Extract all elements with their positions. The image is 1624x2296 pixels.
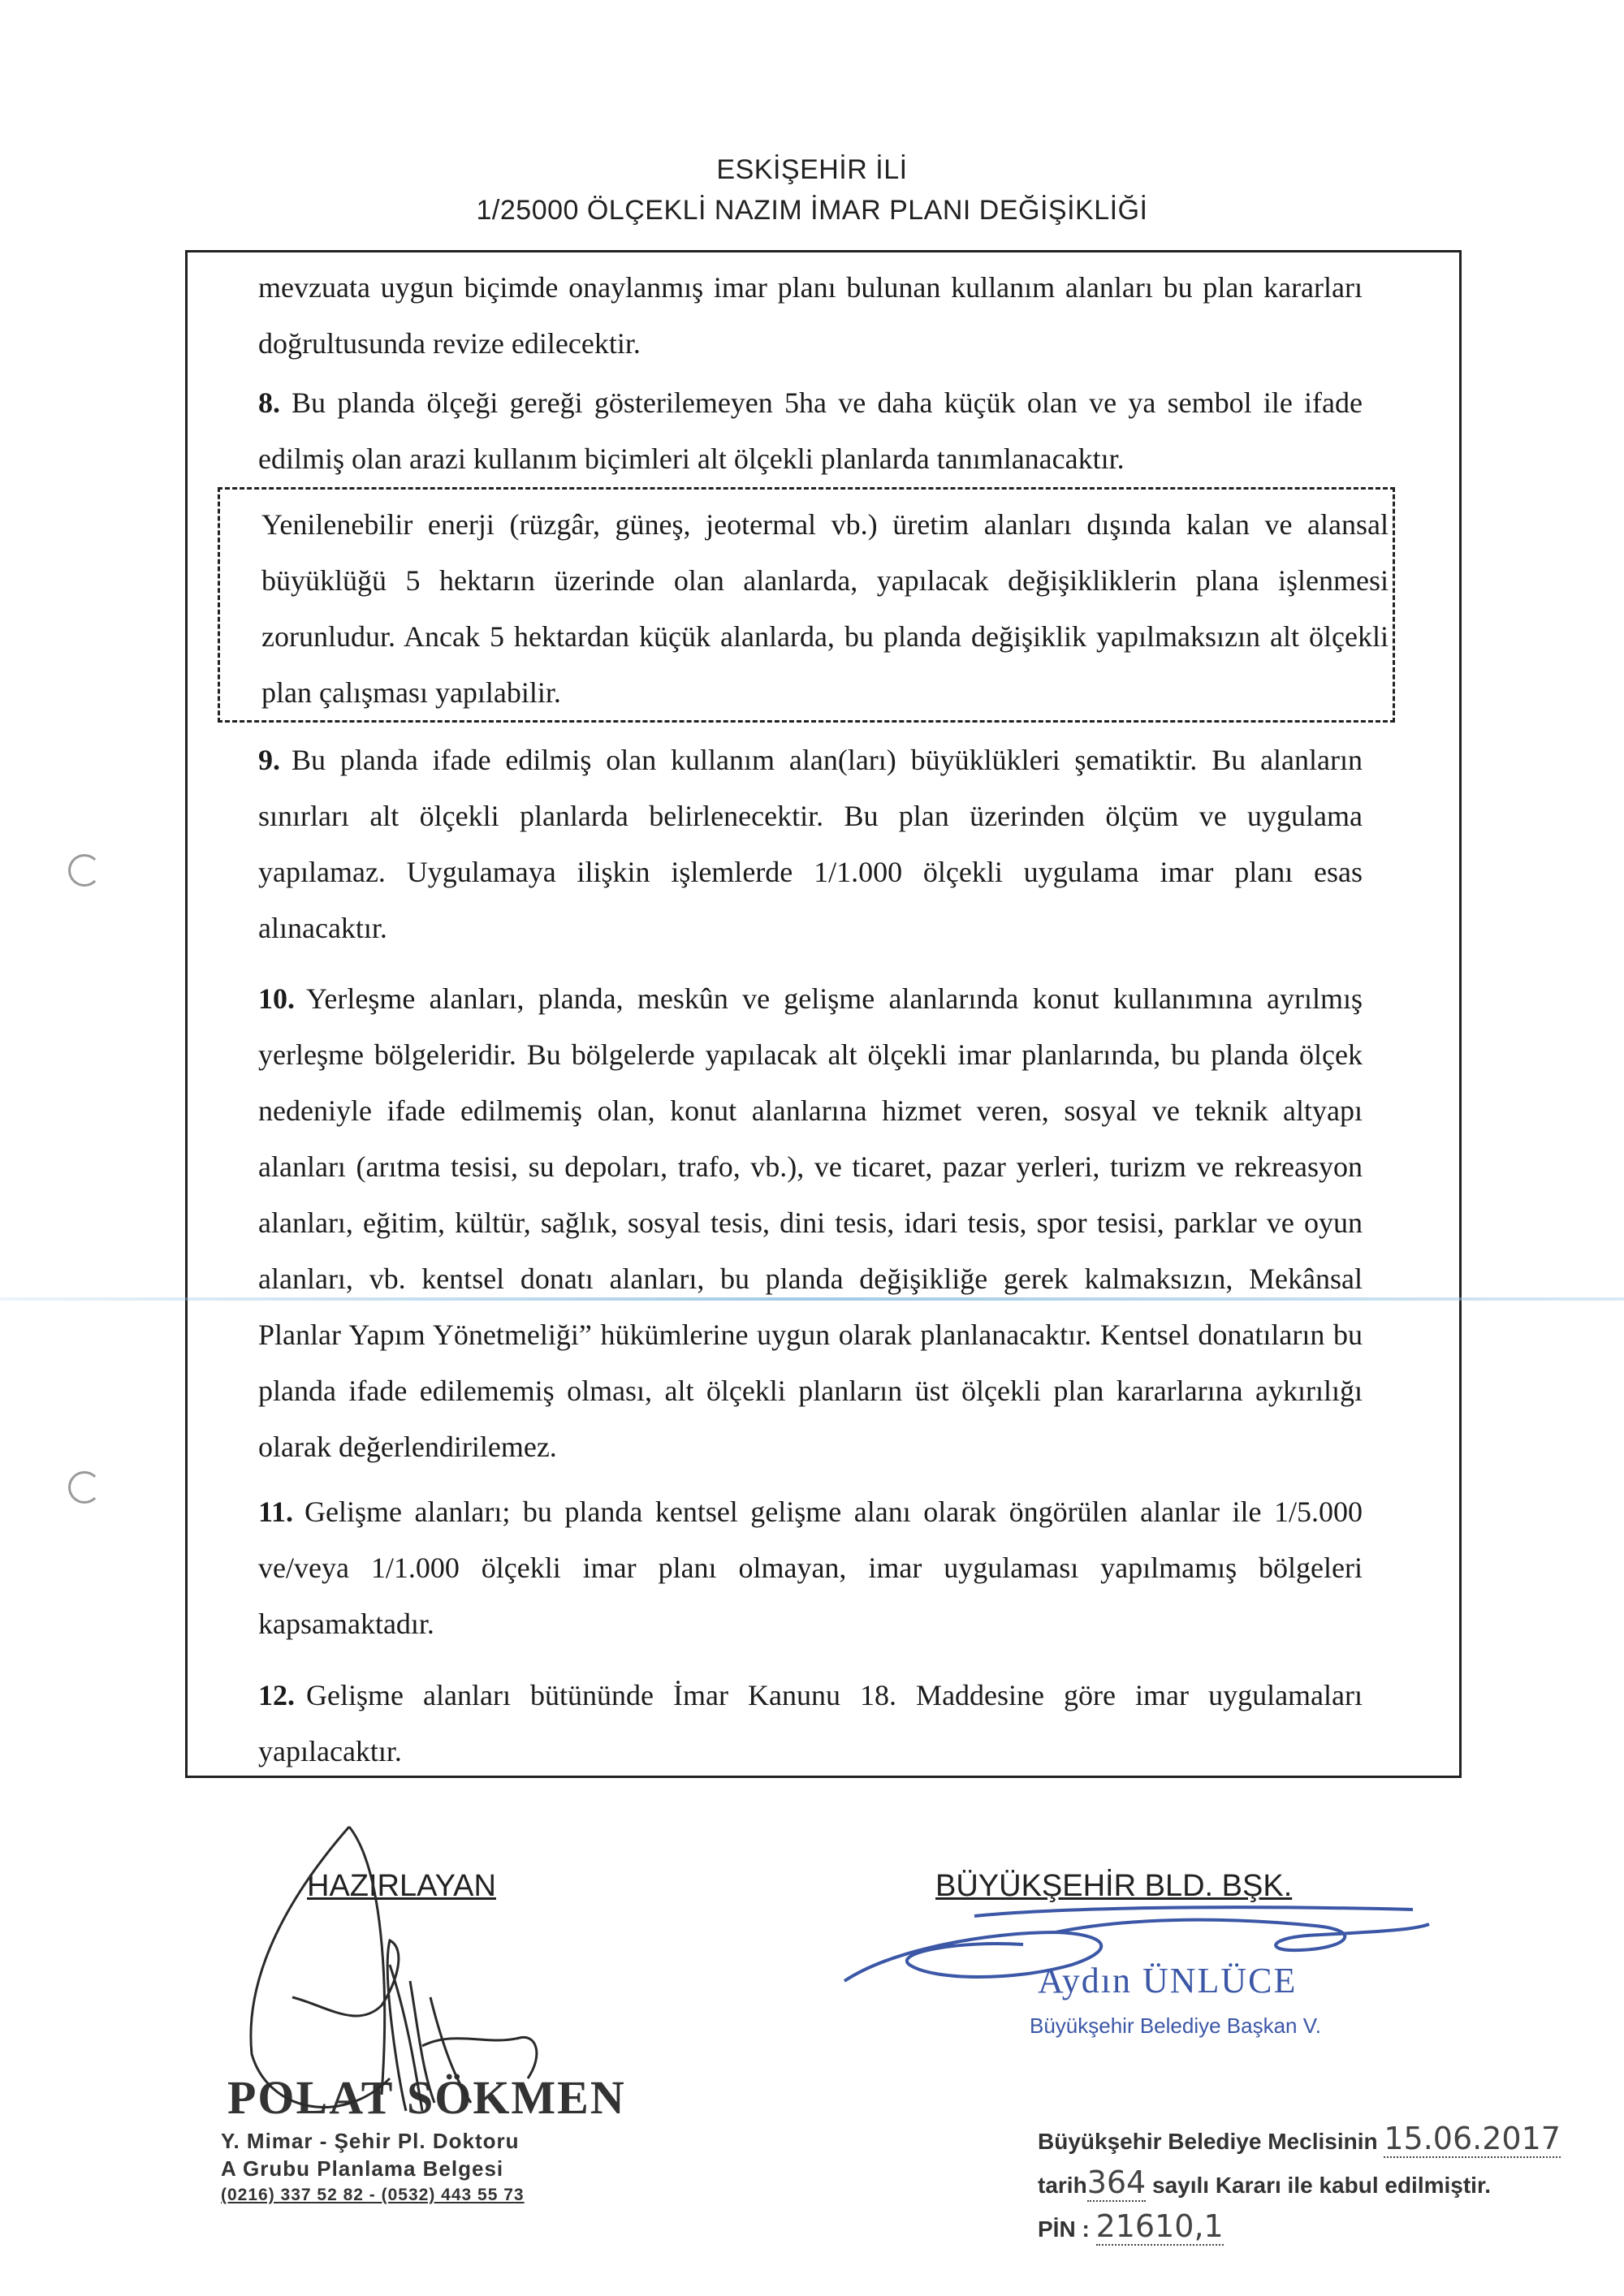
preparer-stamp-name: POLAT SÖKMEN xyxy=(227,2071,626,2124)
item-text: Bu planda ifade edilmiş olan kullanım alan(ları) büyüklükleri şematiktir. Bu alanların sınırları alt ölçekli planlarda belirlenecektir. Bu plan üzerinden ölçüm ve uygulama yapılamaz. Uygulamaya ilişkin işlemlerde 1/1.000 ölçekli uygulama imar planı esas alınacaktır. xyxy=(258,744,1363,944)
punch-hole-mark xyxy=(68,1471,101,1504)
approval-text: tarih xyxy=(1038,2173,1087,2198)
decision-number: 364 xyxy=(1086,2164,1147,2200)
item-number: 9. xyxy=(258,744,280,776)
item-text: Gelişme alanları; bu planda kentsel gelişme alanı olarak öngörülen alanlar ile 1/5.000 ve/veya 1/1.000 ölçekli imar planı olmayan, imar uygulaması yapılmamış bölgeleri kapsamaktadır. xyxy=(258,1495,1363,1640)
preparer-stamp-line: A Grubu Planlama Belgesi xyxy=(221,2156,504,2181)
mayor-stamp-role: Büyükşehir Belediye Başkan V. xyxy=(1030,2013,1321,2038)
item-number: 11. xyxy=(258,1495,294,1528)
document-title-plan: 1/25000 ÖLÇEKLİ NAZIM İMAR PLANI DEĞİŞİKLİĞİ xyxy=(476,195,1148,226)
approval-line-pin xyxy=(1038,2208,1224,2244)
preparer-stamp-line: Y. Mimar - Şehir Pl. Doktoru xyxy=(221,2129,520,2153)
approval-line-decision xyxy=(1038,2164,1491,2200)
item-number: 10. xyxy=(258,982,295,1015)
item-11 xyxy=(258,1484,1363,1652)
preparer-title: HAZIRLAYAN xyxy=(307,1869,496,1903)
paragraph-continuation: mevzuata uygun biçimde onaylanmış imar planı bulunan kullanım alanları bu plan kararları doğrultusunda revize edilecektir. xyxy=(258,271,1363,360)
item-10 xyxy=(258,971,1363,1475)
scan-artifact-line xyxy=(0,1297,1624,1301)
item-text: Gelişme alanları bütününde İmar Kanunu 18. Maddesine göre imar uygulamaları yapılacaktır. xyxy=(258,1679,1363,1767)
approval-text: sayılı Kararı ile kabul edilmiştir. xyxy=(1152,2173,1492,2198)
item-number: 8. xyxy=(258,386,280,419)
preparer-stamp-phone: (0216) 337 52 82 - (0532) 443 55 73 xyxy=(221,2186,525,2204)
pin-label: PİN : xyxy=(1038,2216,1090,2242)
approval-line-date xyxy=(1038,2121,1561,2156)
boxed-paragraph: Yenilenebilir enerji (rüzgâr, güneş, jeotermal vb.) üretim alanları dışında kalan ve alansal büyüklüğü 5 hektarın üzerinde olan alanlarda, yapılacak değişikliklerin plana işlenmesi zorunludur. Ancak 5 hektardan küçük alanlarda, bu planda değişiklik yapılmaksızın alt ölçekli plan çalışması yapılabilir. xyxy=(261,508,1389,709)
pin-value: 21610,1 xyxy=(1095,2208,1224,2244)
item-9 xyxy=(258,732,1363,956)
item-12 xyxy=(258,1668,1363,1780)
item-text: Bu planda ölçeği gereği gösterilemeyen 5ha ve daha küçük olan ve ya sembol ile ifade edilmiş olan arazi kullanım biçimleri alt ölçekli planlarda tanımlanacaktır. xyxy=(258,386,1363,475)
mayor-title: BÜYÜKŞEHİR BLD. BŞK. xyxy=(935,1869,1293,1903)
approval-date: 15.06.2017 xyxy=(1384,2121,1561,2156)
document-title-province: ESKİŞEHİR İLİ xyxy=(716,154,908,185)
item-text: Yerleşme alanları, planda, meskûn ve gelişme alanlarında konut kullanımına ayrılmış yerleşme bölgeleridir. Bu bölgelerde yapılacak alt ölçekli imar planlarında, bu planda ölçek nedeniyle ifade edilmemiş olan, konut alanlarına hizmet veren, sosyal ve teknik altyapı alanları (arıtma tesisi, su depoları, trafo, vb.), ve ticaret, pazar yerleri, turizm ve rekreasyon alanları, eğitim, kültür, sağlık, sosyal tesis, dini tesis, idari tesis, spor tesisi, parklar ve oyun alanları, vb. kentsel donatı alanları, bu planda değişikliğe gerek kalmaksızın, Mekânsal Planlar Yapım Yönetmeliği” hükümlerine uygun olarak planlanacaktır. Kentsel donatıların bu planda ifade edilememiş olması, alt ölçekli planların üst ölçekli plan kararlarına aykırılığı olarak değerlendirilemez. xyxy=(258,982,1363,1463)
item-8 xyxy=(258,375,1363,487)
mayor-stamp-name: Aydın ÜNLÜCE xyxy=(1038,1961,1298,2000)
punch-hole-mark xyxy=(68,854,101,887)
approval-text: Büyükşehir Belediye Meclisinin xyxy=(1038,2129,1378,2154)
item-number: 12. xyxy=(258,1679,295,1711)
